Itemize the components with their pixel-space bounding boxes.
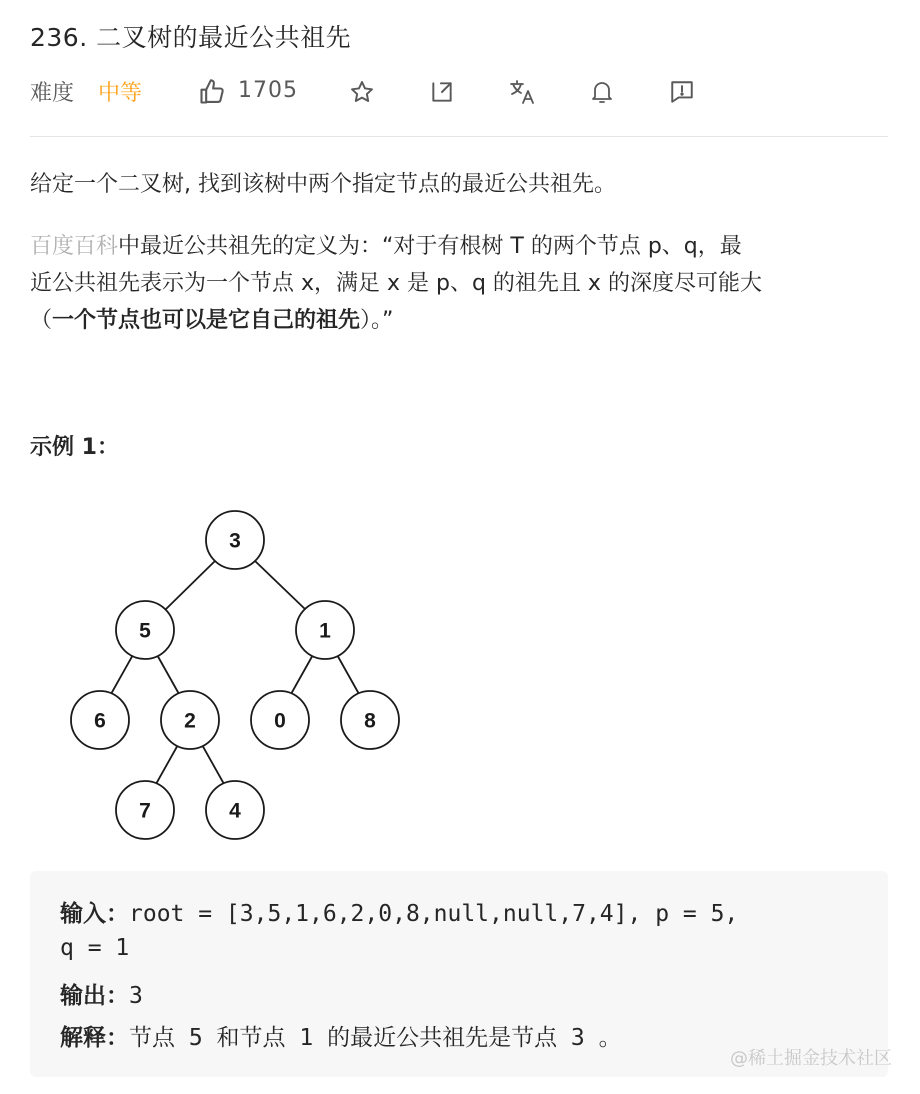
bell-icon [590, 79, 614, 105]
explanation-label: 解释： [60, 1025, 129, 1051]
tree-edge [336, 653, 359, 694]
tree-node-label: 4 [229, 799, 241, 823]
feedback-icon [669, 79, 695, 105]
example-input-continuation: q = 1 [60, 935, 130, 961]
translate-icon [508, 78, 536, 106]
tree-node-label: 3 [229, 529, 241, 553]
tree-node-label: 6 [94, 709, 106, 733]
definition-line-1 [30, 228, 890, 265]
definition-bold-note: 一个节点也可以是它自己的祖先 [52, 308, 361, 333]
tree-node-label: 1 [319, 619, 331, 643]
example-title: 示例 1： [30, 435, 119, 460]
definition-text-1: 中最近公共祖先的定义为：“对于有根树 T 的两个节点 p、q，最 [118, 234, 742, 259]
difficulty-badge: 中等 [98, 81, 143, 106]
favorite-button[interactable] [346, 76, 378, 108]
star-icon [349, 79, 375, 105]
output-label: 输出： [60, 983, 129, 1009]
tree-edge [156, 743, 179, 784]
tree-node-label: 5 [139, 619, 151, 643]
input-value: root = [3,5,1,6,2,0,8,null,null,7,4], p = 5, [129, 901, 739, 927]
description-paragraph-1: 给定一个二叉树, 找到该树中两个指定节点的最近公共祖先。 [30, 172, 616, 197]
thumbs-up-icon [198, 78, 226, 106]
watermark: @稀土掘金技术社区 [730, 1048, 892, 1069]
definition-line-2: 近公共祖先表示为一个节点 x，满足 x 是 p、q 的祖先且 x 的深度尽可能大 [30, 271, 762, 296]
example-input-line [60, 895, 738, 928]
example-output-line [60, 977, 143, 1010]
tree-edge [254, 560, 306, 610]
problem-meta-bar [30, 72, 890, 112]
like-count: 1705 [238, 78, 298, 103]
paren-close: ）。” [360, 308, 394, 333]
tree-edge [156, 653, 179, 694]
tree-node-label: 2 [184, 709, 196, 733]
tree-edge [291, 653, 314, 694]
like-button[interactable] [196, 76, 228, 108]
tree-edge [201, 743, 224, 784]
header-divider [30, 136, 888, 137]
tree-node-label: 8 [364, 709, 376, 733]
example-explanation-line [60, 1019, 622, 1052]
output-value: 3 [129, 983, 143, 1009]
paren-open: （ [30, 308, 53, 333]
share-icon [429, 79, 455, 105]
feedback-button[interactable] [666, 76, 698, 108]
binary-tree-diagram [60, 500, 420, 850]
translate-button[interactable] [506, 76, 538, 108]
tree-node-label: 0 [274, 709, 286, 733]
definition-line-3 [30, 302, 890, 339]
explanation-value: 节点 5 和节点 1 的最近公共祖先是节点 3 。 [129, 1025, 622, 1051]
tree-node-label: 7 [139, 799, 151, 823]
difficulty-label: 难度 [30, 81, 75, 106]
tree-edge [111, 653, 134, 694]
input-label: 输入： [60, 901, 129, 927]
baidu-baike-link[interactable]: 百度百科 [30, 234, 119, 259]
tree-edge [165, 560, 216, 610]
notification-button[interactable] [586, 76, 618, 108]
description-paragraph-2 [30, 228, 890, 339]
problem-title: 236. 二叉树的最近公共祖先 [30, 23, 352, 52]
share-button[interactable] [426, 76, 458, 108]
